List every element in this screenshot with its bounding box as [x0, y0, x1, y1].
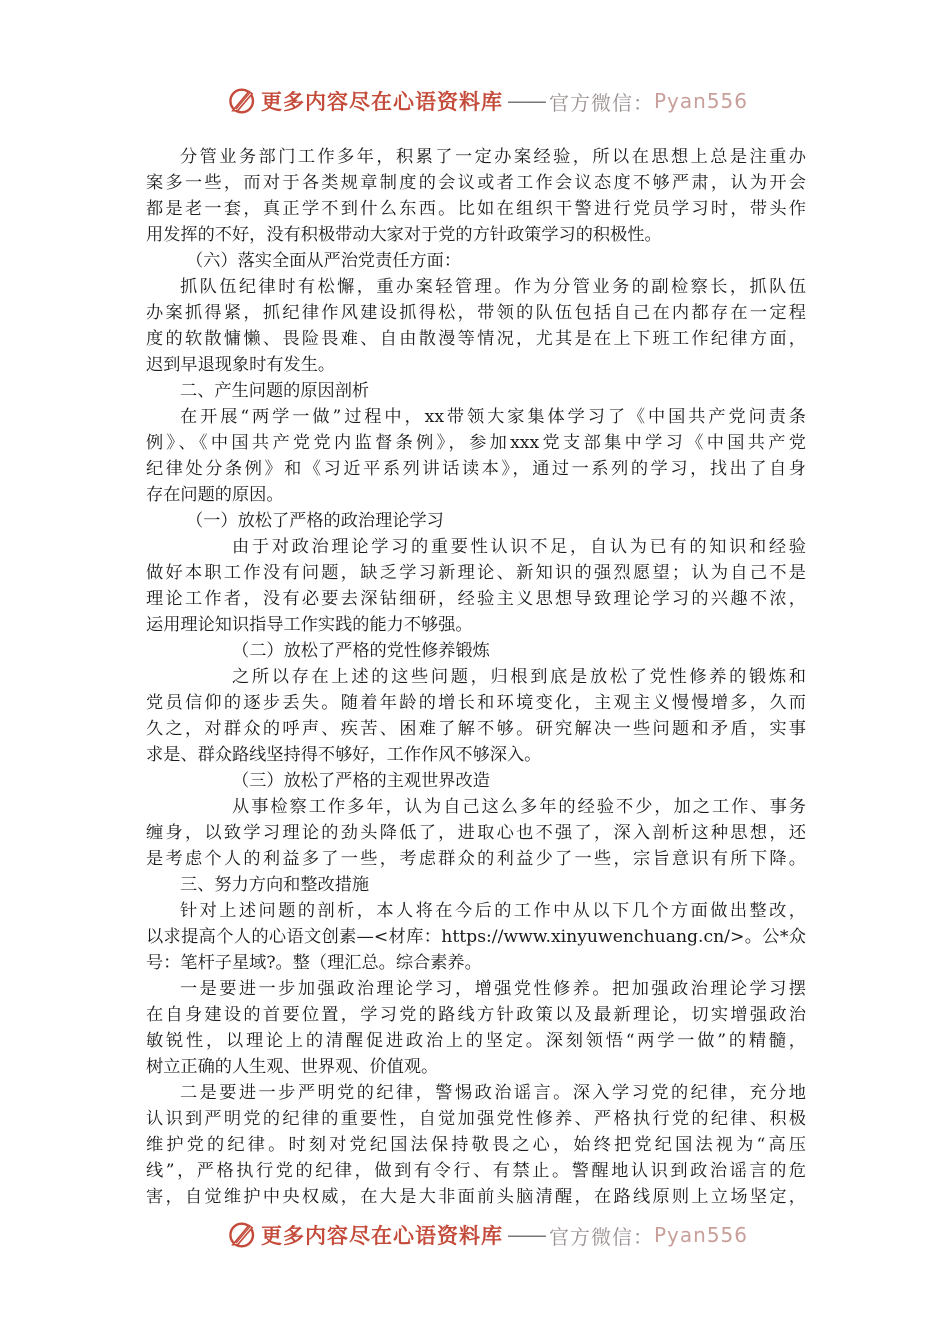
text-line: 都是老一套，真正学不到什么东西。比如在组织干警进行党员学习时，带头作	[146, 199, 806, 219]
text-line: 缠身，以致学习理论的劲头降低了，进取心也不强了，深入剖析这种思想，还	[146, 823, 806, 843]
text-line: 从事检察工作多年，认为自己这么多年的经验不少，加之工作、事务	[232, 797, 806, 817]
quill-logo-icon	[228, 1217, 257, 1253]
text-line: 度的软散慵懒、畏险畏难、自由散漫等情况，尤其是在上下班工作纪律方面，	[146, 329, 806, 349]
banner-wechat-label: 官方微信：	[548, 90, 654, 115]
text-line: 在开展“两学一做”过程中，xx带领大家集体学习了《中国共产党问责条	[180, 407, 806, 427]
text-line: 运用理论知识指导工作实践的能力不够强。	[146, 615, 473, 635]
text-line: 树立正确的人生观、世界观、价值观。	[146, 1057, 439, 1077]
header-banner	[228, 81, 748, 121]
footer-banner	[228, 1215, 748, 1255]
section-heading: （二）放松了严格的党性修养锻炼	[232, 641, 490, 661]
text-line: 存在问题的原因。	[146, 485, 284, 505]
text-line: 抓队伍纪律时有松懈，重办案轻管理。作为分管业务的副检察长，抓队伍	[180, 277, 806, 297]
text-line: 由于对政治理论学习的重要性认识不足，自认为已有的知识和经验	[232, 537, 806, 557]
text-line: 分管业务部门工作多年，积累了一定办案经验，所以在思想上总是注重办	[180, 147, 806, 167]
banner-wechat-id: Pyan556	[653, 1223, 748, 1247]
text-line: 一是要进一步加强政治理论学习，增强党性修养。把加强政治理论学习摆	[180, 979, 806, 999]
text-line: 维护党的纪律。时刻对党纪国法保持敬畏之心，始终把党纪国法视为“高压	[146, 1135, 806, 1155]
text-line: 求是、群众路线坚持得不够好，工作作风不够深入。	[146, 745, 542, 765]
text-line: 在自身建设的首要位置，学习党的路线方针政策以及最新理论，切实增强政治	[146, 1005, 806, 1025]
document-body	[146, 144, 806, 1210]
text-line: 用发挥的不好，没有积极带动大家对于党的方针政策学习的积极性。	[146, 225, 662, 245]
text-line: 是考虑个人的利益多了一些，考虑群众的利益少了一些，宗旨意识有所下降。	[146, 849, 806, 869]
section-heading: （一）放松了严格的政治理论学习	[186, 511, 444, 531]
section-heading: （三）放松了严格的主观世界改造	[232, 771, 490, 791]
section-heading: （六）落实全面从严治党责任方面：	[186, 251, 462, 271]
quill-logo-icon	[228, 83, 257, 119]
banner-main-text: 更多内容尽在心语资料库	[260, 1224, 503, 1248]
text-line: 以求提高个人的心语文创素—<材库：https://www.xinyuwenchuang.cn/>。公*众	[146, 927, 806, 947]
text-line: 案多一些，而对于各类规章制度的会议或者工作会议态度不够严肃，认为开会	[146, 173, 806, 193]
banner-wechat-label: 官方微信：	[548, 1224, 654, 1249]
text-line: 党员信仰的逐步丢失。随着年龄的增长和环境变化，主观主义慢慢增多，久而	[146, 693, 806, 713]
text-line: 纪律处分条例》和《习近平系列讲话读本》，通过一系列的学习，找出了自身	[146, 459, 806, 479]
text-line: 久之，对群众的呼声、疾苦、困难了解不够。研究解决一些问题和矛盾，实事	[146, 719, 806, 739]
text-line: 害，自觉维护中央权威，在大是大非面前头脑清醒，在路线原则上立场坚定，	[146, 1187, 806, 1207]
text-line: 理论工作者，没有必要去深钻细研，经验主义思想导致理论学习的兴趣不浓，	[146, 589, 806, 609]
text-line: 敏锐性，以理论上的清醒促进政治上的坚定。深刻领悟“两学一做”的精髓，	[146, 1031, 806, 1051]
text-line: 号：笔杆子星域?。整（理汇总。综合素养。	[146, 953, 482, 973]
text-line: 针对上述问题的剖析，本人将在今后的工作中从以下几个方面做出整改，	[180, 901, 806, 921]
text-line: 之所以存在上述的这些问题，归根到底是放松了党性修养的锻炼和	[232, 667, 806, 687]
text-line: 迟到早退现象时有发生。	[146, 355, 336, 375]
text-line: 办案抓得紧，抓纪律作风建设抓得松，带领的队伍包括自己在内都存在一定程	[146, 303, 806, 323]
banner-dash: ——	[506, 1223, 545, 1247]
banner-dash: ——	[506, 89, 545, 113]
text-line: 认识到严明党的纪律的重要性，自觉加强党性修养、严格执行党的纪律、积极	[146, 1109, 806, 1129]
text-line: 二是要进一步严明党的纪律，警惕政治谣言。深入学习党的纪律，充分地	[180, 1083, 806, 1103]
text-line: 线”，严格执行党的纪律，做到有令行、有禁止。警醒地认识到政治谣言的危	[146, 1161, 806, 1181]
section-heading: 三、努力方向和整改措施	[180, 875, 370, 895]
banner-main-text: 更多内容尽在心语资料库	[260, 90, 503, 114]
text-line: 例》、《中国共产党党内监督条例》，参加xxx党支部集中学习《中国共产党	[146, 433, 806, 453]
banner-wechat-id: Pyan556	[653, 89, 748, 113]
text-line: 做好本职工作没有问题，缺乏学习新理论、新知识的强烈愿望；认为自己不是	[146, 563, 806, 583]
section-heading: 二、产生问题的原因剖析	[180, 381, 370, 401]
